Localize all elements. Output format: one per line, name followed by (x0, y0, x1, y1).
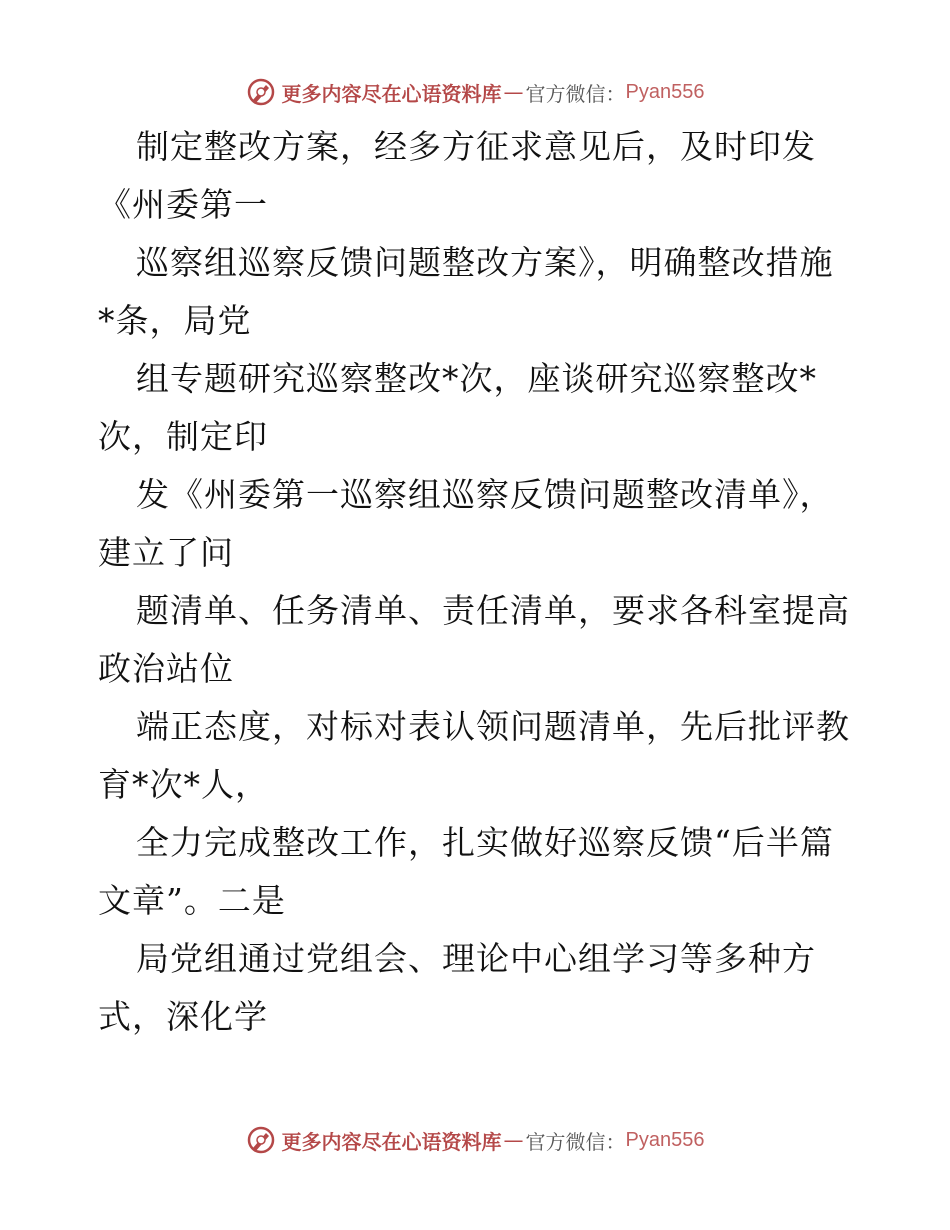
paragraph-first-line: 巡察组巡察反馈问题整改方案》，明确整改措施 (136, 243, 834, 282)
paragraph-wrap-line: 育*次*人， (98, 765, 269, 804)
watermark-main-text: 更多内容尽在心语资料库 (281, 81, 502, 106)
paragraph (98, 350, 888, 466)
paragraph (98, 234, 888, 350)
watermark-secondary-text: 官方微信： (525, 81, 626, 106)
watermark-dash: — (503, 80, 524, 104)
document-body (98, 118, 888, 1046)
paragraph (98, 698, 888, 814)
paragraph (98, 118, 888, 234)
paragraph-wrap-line: 次，制定印 (98, 417, 268, 456)
paragraph-first-line: 全力完成整改工作，扎实做好巡察反馈“后半篇 (136, 823, 834, 862)
watermark-id: Pyan556 (625, 80, 705, 103)
watermark-dash: — (503, 1128, 524, 1152)
watermark-secondary-text: 官方微信： (525, 1129, 626, 1154)
paragraph-first-line: 局党组通过党组会、理论中心组学习等多种方 (136, 939, 816, 978)
paragraph-first-line: 组专题研究巡察整改*次，座谈研究巡察整改* (136, 359, 817, 398)
paragraph (98, 814, 888, 930)
pen-logo-icon (246, 77, 276, 107)
paragraph-first-line: 制定整改方案，经多方征求意见后，及时印发 (136, 127, 816, 166)
paragraph-first-line: 题清单、任务清单、责任清单，要求各科室提高 (136, 591, 850, 630)
watermark-id: Pyan556 (625, 1128, 705, 1151)
paragraph (98, 930, 888, 1046)
paragraph (98, 582, 888, 698)
paragraph-wrap-line: 建立了问 (98, 533, 234, 572)
paragraph (98, 466, 888, 582)
footer-watermark (0, 1120, 950, 1160)
paragraph-wrap-line: 《州委第一 (98, 185, 268, 224)
paragraph-wrap-line: 式，深化学 (98, 997, 268, 1036)
paragraph-wrap-line: *条，局党 (98, 301, 252, 340)
paragraph-wrap-line: 文章”。二是 (98, 881, 286, 920)
pen-logo-icon (246, 1125, 276, 1155)
paragraph-wrap-line: 政治站位 (98, 649, 234, 688)
watermark-main-text: 更多内容尽在心语资料库 (281, 1129, 502, 1154)
header-watermark (0, 72, 950, 112)
paragraph-first-line: 端正态度，对标对表认领问题清单，先后批评教 (136, 707, 850, 746)
paragraph-first-line: 发《州委第一巡察组巡察反馈问题整改清单》， (136, 475, 834, 514)
